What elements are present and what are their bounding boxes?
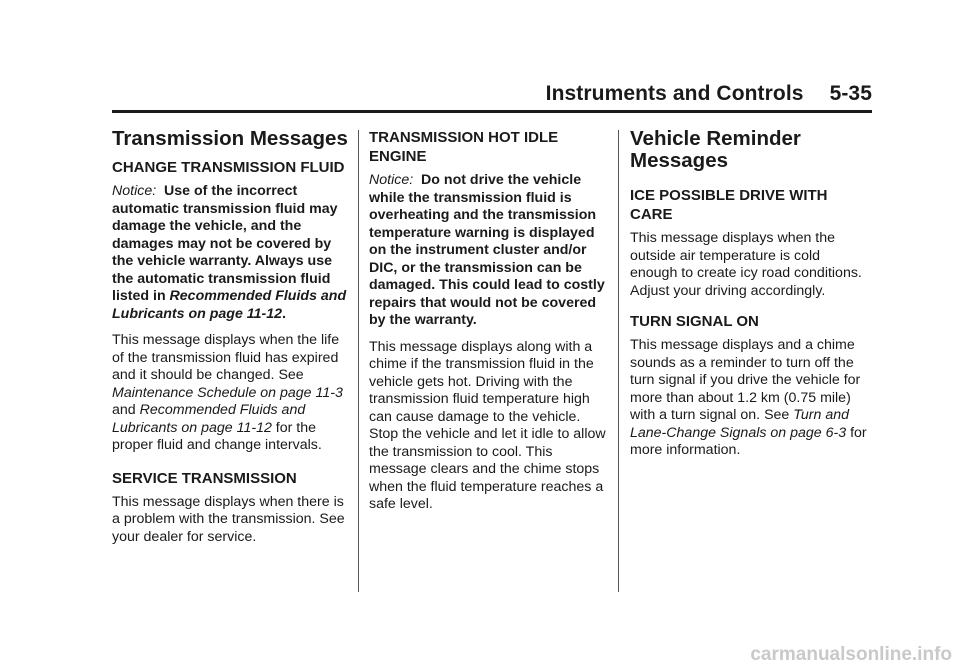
column-3 bbox=[630, 128, 870, 469]
column-2 bbox=[369, 128, 607, 523]
hot-idle-paragraph: This message displays along with a chime if the transmission fluid in the vehicle gets hot. Driving with the transmission fluid temperature high can cause damage to the vehicle. Stop the vehicle and let it idle to allow the transmission to cool. This message clears and the chime stops when the fluid temperature reaches a safe level. bbox=[369, 338, 606, 512]
heading-transmission-hot: TRANSMISSION HOT IDLE ENGINE bbox=[369, 129, 559, 165]
heading-turn-signal-on: TURN SIGNAL ON bbox=[630, 313, 759, 330]
ice-paragraph: This message displays when the outside air temperature is cold enough to create icy road conditions. Adjust your driving accordingly. bbox=[630, 230, 862, 299]
change-and: and bbox=[112, 402, 140, 418]
watermark-text: carmanualsonline.info bbox=[750, 644, 952, 665]
turn-end: for more information. bbox=[630, 424, 867, 458]
change-end: for the proper fluid and change intervals. bbox=[112, 419, 322, 453]
turn-signals-link[interactable]: Turn and Lane-Change Signals on page 6-3 bbox=[630, 407, 849, 441]
section-title: Instruments and Controls bbox=[545, 82, 804, 105]
fluids-lubricants-link[interactable]: Recommended Fluids and Lubricants on page 11-12 bbox=[112, 402, 306, 436]
notice-label: Notice: bbox=[112, 183, 157, 199]
change-fluid-paragraph bbox=[112, 332, 352, 455]
column-divider-1 bbox=[358, 130, 359, 592]
turn-text: This message displays and a chime sounds as a reminder to turn off the turn signal if you drive the vehicle for more than about 1.2 km (0.75 mile) with a turn signal on. See bbox=[630, 337, 861, 423]
heading-change-transmission-fluid: CHANGE TRANSMISSION FLUID bbox=[112, 159, 345, 176]
notice-label-2: Notice: bbox=[369, 172, 414, 188]
column-divider-2 bbox=[618, 130, 619, 592]
section-heading-transmission-messages: Transmission Messages bbox=[112, 127, 348, 150]
header-rule bbox=[112, 110, 872, 113]
page-number: 5-35 bbox=[829, 82, 872, 105]
maintenance-schedule-link[interactable]: Maintenance Schedule on page 11-3 bbox=[112, 384, 343, 401]
notice-ref-link[interactable]: Recommended Fluids and Lubricants on page 11-12 bbox=[112, 288, 347, 322]
heading-service-transmission: SERVICE TRANSMISSION bbox=[112, 469, 297, 487]
turn-signal-paragraph bbox=[630, 337, 870, 460]
notice-paragraph bbox=[112, 183, 352, 323]
change-text: This message displays when the life of the transmission fluid has expired and it should be changed. See bbox=[112, 332, 340, 383]
column-1 bbox=[112, 128, 352, 555]
heading-ice-possible: ICE POSSIBLE DRIVE WITH CARE bbox=[630, 187, 828, 223]
notice-text: Use of the incorrect automatic transmission fluid may damage the vehicle, and the damages may not be covered by the vehicle warranty. Always use the automatic transmission fluid listed in bbox=[112, 183, 338, 304]
service-paragraph: This message displays when there is a problem with the transmission. See your dealer for service. bbox=[112, 493, 345, 545]
notice-text-2: Do not drive the vehicle while the transmission fluid is overheating and the transmission temperature warning is displayed on the instrument cluster and/or DIC, or the transmission can be damaged. This could lead to costly repairs that would not be covered by the warranty. bbox=[369, 172, 605, 328]
page-header bbox=[112, 82, 872, 106]
notice-end: . bbox=[282, 305, 286, 322]
notice-paragraph-2 bbox=[369, 172, 607, 330]
section-heading-vehicle-reminder: Vehicle Reminder Messages bbox=[630, 127, 801, 172]
